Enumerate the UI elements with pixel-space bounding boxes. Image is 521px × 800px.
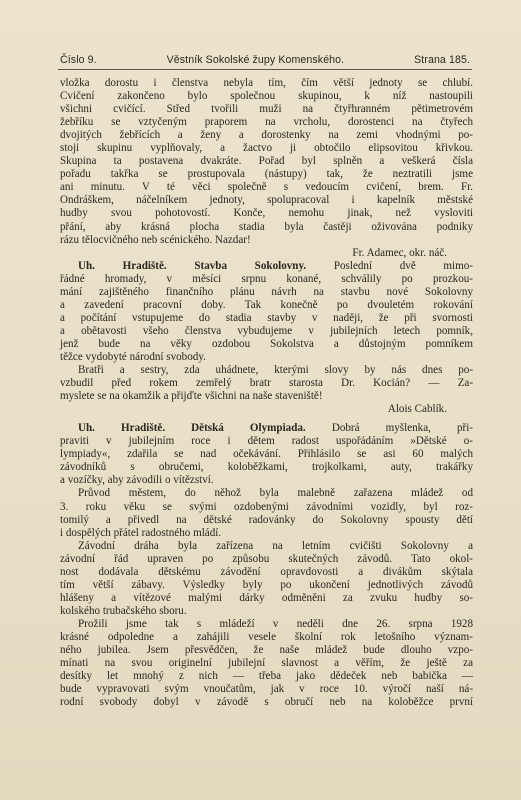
text-line: hlášeny a vítězové malými dárky odměněni za zvuku hudby so- xyxy=(60,591,474,604)
text-line: dvojitých žebřících a ženy a dorostenky na zemi vhodnými po- xyxy=(60,129,473,142)
text-line: všichni cvičící. Střed tvořili muži na čtyřhranném pětimetrovém xyxy=(60,103,473,116)
journal-title: Věstník Sokolské župy Komenského. xyxy=(166,54,345,66)
text-line: ného jubilea. Jsem přesvědčen, že naše mládež bude dlouho vzpo- xyxy=(60,644,474,657)
text-line: rázu tělocvičného neb scénického. Nazdar! xyxy=(60,233,251,246)
issue-number: Číslo 9. xyxy=(60,54,97,66)
signature: Fr. Adamec, okr. náč. xyxy=(352,246,447,259)
text-line: závodníků s obručemi, koloběžkami, trojkolkami, auty, trakářky xyxy=(60,461,474,474)
text-line: Prožili jsme tak s mládeží v neděli dne 26. srpna 1928 xyxy=(78,617,474,630)
text-line: rodní svobody dobyl v závodě s obručí neb na koloběžce první xyxy=(60,696,474,709)
text-line: praviti v jubilejním roce i dětem radost uspořádáním »Dětské o- xyxy=(60,435,473,448)
text-line: vložka dorostu i členstva nebyla tím, čím větší jednoty se chlubí. xyxy=(60,77,473,89)
running-header xyxy=(60,54,470,66)
text-line: Průvod městem, do něhož byla malebně zařazena mládež od xyxy=(78,487,473,500)
text-line: těžce vydobyté národní svobody. xyxy=(60,350,206,363)
text-line: mání zajištěného finančního plánu návrh na stavbu nové Sokolovny xyxy=(60,285,474,298)
text-line: lympiady«, zdařila se nad očekávání. Přihlásilo se asi 60 malých xyxy=(60,448,474,461)
text-line: pořadu takřka se prostupovala (nástupy) tak, že neztratili jsme xyxy=(60,168,473,181)
text-line: kolského trubačského sboru. xyxy=(60,604,187,617)
text-line: Cvičení zakončeno bylo společnou skupinou, k níž nastoupili xyxy=(60,90,473,103)
text-line: Skupina ta postavena dvakráte. Pořad byl splněn a veškerá čísla xyxy=(60,155,474,168)
report-gymnastics xyxy=(60,77,473,260)
section-heading: Uh. Hradiště. Stavba Sokolovny. xyxy=(78,259,307,272)
text-line: tomilý a přivedl na dětské radovánky do Sokolovny spousty dětí xyxy=(60,513,473,526)
text-line: tím větší zábavy. Výsledky byly po ukončení jednotlivých závodů xyxy=(60,578,474,591)
text-line: řádné hromady, v měsíci srpnu konané, schválily po prozkou- xyxy=(60,272,473,285)
text-line: stoji skupinu vyplňovaly, a žactvo ji obtočilo elipsovitou křivkou. xyxy=(60,142,473,155)
text-line: závodní řád upraven po způsobu skutečných závodů. Tato okol- xyxy=(60,552,473,565)
text-line: a vozíčky, aby závodili o vítězství. xyxy=(60,474,214,487)
text-line: vzbudil před rokem zemřelý bratr starosta Dr. Kocián? — Za- xyxy=(60,377,474,390)
signature: Alois Cablík. xyxy=(387,403,447,416)
text-line: a obětavosti všeho členstva vybudujeme v jubilejních letech pomník, xyxy=(60,324,473,337)
text-line: myslete se na okamžik a přijďte všichni na naše staveniště! xyxy=(60,390,323,403)
text-line: a počítání vstupujeme do stadia stavby v naději, že při svornosti xyxy=(60,311,473,324)
text-line: 3. roku věku se svými ozdobenými závodními vozidly, byl roz- xyxy=(60,500,473,513)
text-line: krásné odpoledne a zahájili vesele školní rok letošního význam- xyxy=(60,630,473,643)
text-line: Uh. Hradiště. Dětská Olympiada. Dobrá myšlenka, při- xyxy=(78,422,474,435)
text-line: desítky let mnohý z nich — třeba jako dědeček neb babička — xyxy=(60,670,473,683)
text-line: hudby svou pohotovostí. Konče, nemohu jinak, než vysloviti xyxy=(60,207,474,220)
report-sokolovna xyxy=(60,260,473,417)
header-rule xyxy=(58,69,472,70)
text-line: ani minutu. V té věci společně s vedoucím cvičení, brem. Fr. xyxy=(60,181,473,194)
text-line: Bratři a sestry, zda uhádnete, kterými slovy by nás dnes po- xyxy=(78,364,474,377)
article-body xyxy=(60,77,473,709)
text-line: bude vypravovati svým vnoučatům, jak v roce 10. výročí naší ná- xyxy=(60,683,474,696)
page-number: Strana 185. xyxy=(414,54,470,66)
text-line: žebříku se vztyčeným praporem na vrcholu, dorostenci na čtyřech xyxy=(60,116,473,129)
report-olympiad xyxy=(60,422,473,709)
section-heading: Uh. Hradiště. Dětská Olympiada. xyxy=(78,422,306,435)
text-line: nost dodávala dětskému závodění opravdovosti a divákům skýtala xyxy=(60,565,474,578)
text-line: Závodní dráha byla zařízena na letním cvičišti Sokolovny a xyxy=(78,539,473,552)
text-line: Uh. Hradiště. Stavba Sokolovny. Poslední dvě mimo- xyxy=(78,259,473,272)
text-line: a zavedení pracovní doby. Tak konečně po dvouletém rokování xyxy=(60,298,473,311)
text-line: jenž bude na věky ozdobou Sokolstva a důstojným pomníkem xyxy=(60,337,473,350)
text-line: i dospělých přátel radostného mládí. xyxy=(60,526,222,539)
text-line: Ondráškem, náčelníkem jednoty, spolupracoval i kapelník městské xyxy=(60,194,474,207)
text-line: mínati na svou originelní jubilejní slavnost a věřím, že ještě za xyxy=(60,657,473,670)
text-line: přání, aby krásná plocha stadia byla častěji oživována podniky xyxy=(60,220,474,233)
